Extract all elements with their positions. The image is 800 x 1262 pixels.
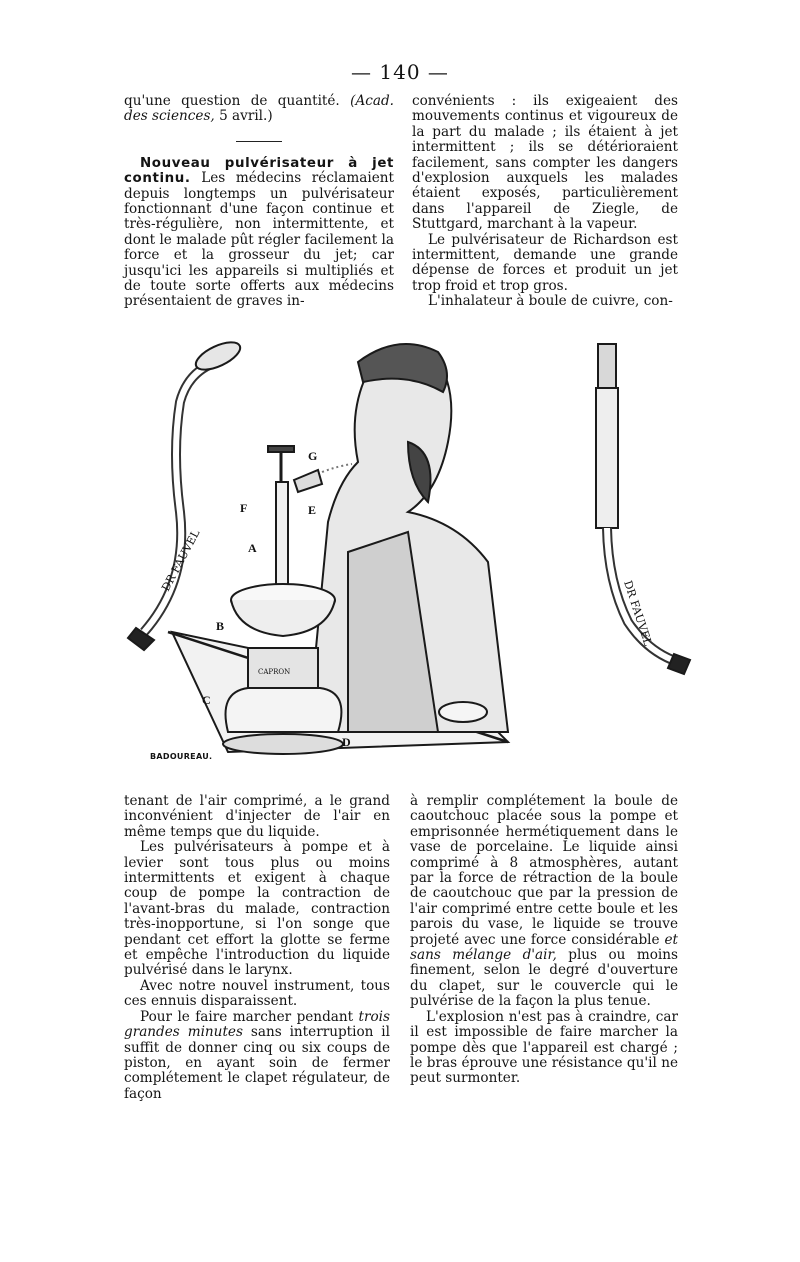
paragraph: Le pulvérisateur de Richardson est intermittent, demande une grande dépense de forces et produit un jet trop froid et trop gros. (412, 231, 678, 294)
paragraph: convénients : ils exigeaient des mouvements continus et vigoureux de la part du malade ; ils étaient à jet intermittent ; ils se détérioraient facilement, sans compter les dangers d'explosion auxquels les malades étaient exposés, particulièrement dans l'appareil de Ziegle, de Stuttgard, marchant à la vapeur. (412, 93, 678, 233)
emphasis: et sans mélange d'air, (410, 931, 679, 964)
figure-label-g: G (308, 449, 318, 463)
citation: (Acad. des sciences, (124, 93, 395, 125)
section-divider (236, 141, 282, 142)
paragraph: L'explosion n'est pas à craindre, car il est impossible de faire marcher la pompe dès que l'appareil est chargé ; le bras éprouve une résistance qu'il ne peut surmonter. (410, 1008, 678, 1087)
paragraph: Avec notre nouvel instrument, tous ces ennuis disparaissent. (124, 977, 390, 1010)
paragraph: Les pulvérisateurs à pompe et à levier sont tous plus ou moins intermittents et exigent à chaque coup de pompe la contraction de l'avant-bras du malade, contraction très-inopportune, si l'on songe que pendant cet effort la glotte se ferme et empêche l'introduction du liquide pulvérisé dans le larynx. (124, 839, 390, 979)
paragraph (124, 156, 394, 310)
page-number: — 140 — (351, 60, 449, 84)
paragraph-text: à remplir complétement la boule de caoutchouc placée sous la pompe et emprisonnée hermétiquement dans le vase de porcelaine. Le liquide ainsi comprimé à 8 atmosphères, autant par la force de rétraction de la boule de caoutchouc que par la pression de l'air comprimé entre cette boule et les parois du vase, le liquide se trouve projeté avec une force considérable (410, 793, 678, 948)
column-bottom-right (410, 794, 678, 1087)
paragraph (124, 1010, 390, 1102)
bottle-label: CAPRON (258, 668, 291, 676)
column-bottom-left (124, 794, 390, 1102)
paragraph-text: Pour le faire marcher pendant (140, 1008, 354, 1025)
emphasis: trois grandes minutes (124, 1008, 390, 1041)
paragraph-text: qu'une question de quantité. (124, 93, 340, 109)
engraving-figure (108, 332, 700, 772)
citation-date: 5 avril.) (219, 108, 273, 125)
figure-label-a: A (248, 541, 257, 555)
figure-label-e: E (308, 503, 317, 517)
paragraph (124, 94, 394, 125)
paragraph-text: plus ou moins finement, selon le degré d'ouverture du clapet, sur le couvercle qui le pulvérise de la façon la plus tenue. (410, 947, 679, 1010)
figure-label-b: B (216, 619, 225, 633)
engraver-credit: BADOUREAU. (150, 752, 213, 761)
paragraph: tenant de l'air comprimé, a le grand inconvénient d'injecter de l'air en même temps que du liquide. (124, 793, 390, 840)
paragraph-text: sans interruption il suffit de donner cinq ou six coups de piston, en ayant soin de fermer complétement le clapet régulateur, de façon (124, 1024, 391, 1102)
figure-label-c: C (202, 693, 211, 707)
column-top-right (412, 94, 678, 310)
paragraph: L'inhalateur à boule de cuivre, con- (428, 293, 673, 310)
paragraph (410, 794, 678, 1010)
column-top-left (124, 94, 394, 310)
figure-label-f: F (240, 501, 248, 515)
tube-stamp-left: DR FAUVEL (159, 527, 203, 594)
figure-label-d: D (342, 735, 351, 749)
tube-stamp-right: DR FAUVEL (621, 578, 655, 648)
inhaler-engraving (108, 332, 700, 772)
section-heading: Nouveau pulvérisateur à jet continu. (124, 155, 394, 187)
paragraph-text: Les médecins réclamaient depuis longtemps un pulvérisateur fonctionnant d'une façon continue et très-régulière, non intermittente, et dont le malade pût régler facilement la force et la grosseur du jet; car jusqu'ici les appareils si multipliés et de toute sorte offerts aux médecins présentaient de graves in- (124, 170, 394, 310)
